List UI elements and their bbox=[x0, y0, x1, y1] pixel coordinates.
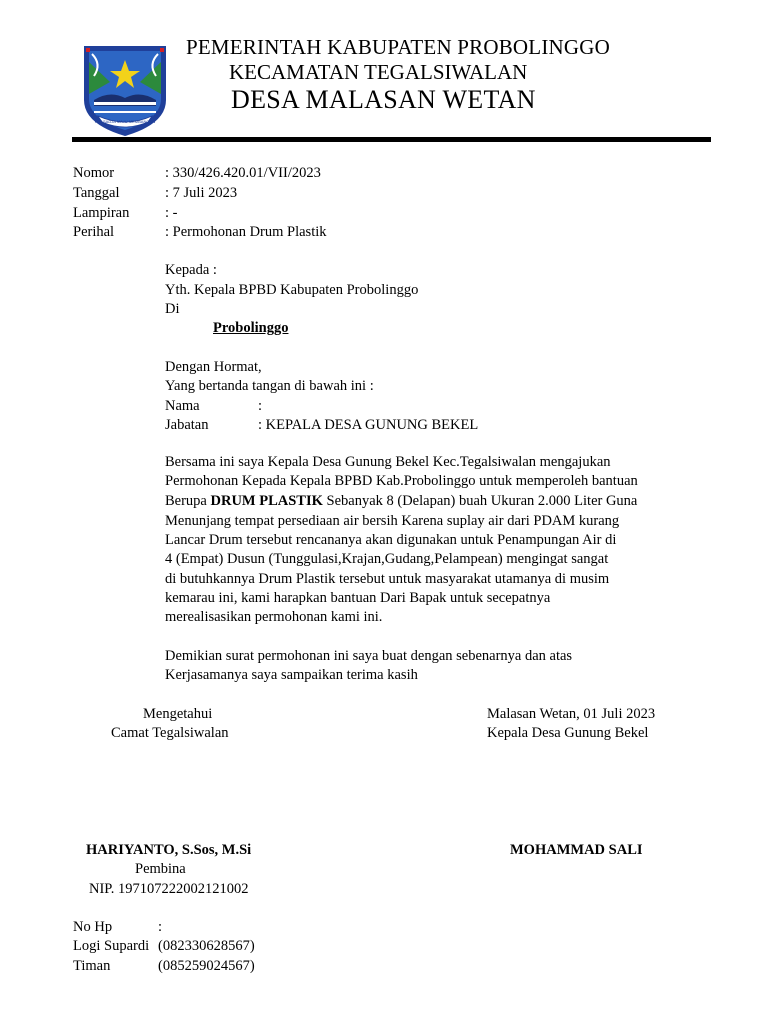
body-line-1: Bersama ini saya Kepala Desa Gunung Bekel Kec.Tegalsiwalan mengajukan bbox=[165, 454, 611, 470]
nomor-value: : 330/426.420.01/VII/2023 bbox=[165, 165, 321, 181]
left-sign-name: HARIYANTO, S.Sos, M.Si bbox=[86, 842, 252, 858]
contact-label-colon: : bbox=[158, 919, 163, 935]
header-government: PEMERINTAH KABUPATEN PROBOLINGGO bbox=[186, 35, 610, 59]
body-line-7: di butuhkannya Drum Plastik tersebut untuk masyarakat utamanya di musim bbox=[165, 571, 610, 587]
header-village: DESA MALASAN WETAN bbox=[231, 85, 536, 114]
lampiran-value: : - bbox=[165, 205, 178, 221]
body-line-4: Menunjang tempat persediaan air bersih Karena suplay air dari PDAM kurang bbox=[165, 513, 620, 529]
nama-value: : bbox=[258, 398, 263, 414]
body-line-6: 4 (Empat) Dusun (Tunggulasi,Krajan,Gudang,Pelampean) mengingat sangat bbox=[165, 551, 609, 567]
drum-plastik-emphasis: DRUM PLASTIK bbox=[210, 493, 323, 509]
perihal-value: : Permohonan Drum Plastik bbox=[165, 224, 327, 240]
nama-label: Nama bbox=[165, 398, 200, 414]
greeting: Dengan Hormat, bbox=[165, 359, 262, 375]
contact-1-name: Logi Supardi bbox=[73, 938, 150, 954]
closing-line-2: Kerjasamanya saya sampaikan terima kasih bbox=[165, 667, 418, 683]
body-line-5: Lancar Drum tersebut rencananya akan digunakan untuk Penampungan Air di bbox=[165, 532, 617, 548]
right-sign-title: Kepala Desa Gunung Bekel bbox=[487, 725, 649, 741]
recipient-kepada: Kepada : bbox=[165, 262, 217, 278]
body-line-8: kemarau ini, kami harapkan bantuan Dari Bapak untuk secepatnya bbox=[165, 590, 551, 606]
contact-2-phone: (085259024567) bbox=[158, 958, 255, 974]
left-sign-title-1: Mengetahui bbox=[143, 706, 213, 722]
recipient-yth: Yth. Kepala BPBD Kabupaten Probolinggo bbox=[165, 282, 419, 298]
tanggal-value: : 7 Juli 2023 bbox=[165, 185, 238, 201]
nomor-label: Nomor bbox=[73, 165, 115, 181]
jabatan-value: : KEPALA DESA GUNUNG BEKEL bbox=[258, 417, 479, 433]
body-line-9: merealisasikan permohonan kami ini. bbox=[165, 609, 383, 625]
left-sign-rank: Pembina bbox=[135, 861, 186, 877]
left-sign-nip: NIP. 197107222002121002 bbox=[89, 881, 249, 897]
body-line-3 bbox=[165, 492, 637, 512]
recipient-city: Probolinggo bbox=[213, 320, 289, 336]
intro-line: Yang bertanda tangan di bawah ini : bbox=[165, 378, 374, 394]
regency-logo bbox=[80, 42, 170, 138]
body-line-2: Permohonan Kepada Kepala BPBD Kab.Probolinggo untuk memperoleh bantuan bbox=[165, 473, 638, 489]
header-divider bbox=[72, 137, 711, 142]
contact-label: No Hp bbox=[73, 919, 113, 935]
jabatan-label: Jabatan bbox=[165, 417, 209, 433]
right-sign-name: MOHAMMAD SALI bbox=[510, 842, 643, 858]
body-line-3-pre: Berupa bbox=[165, 493, 211, 509]
svg-text:PRASADJA MAJU MEMBANGUN: PRASADJA MAJU MEMBANGUN bbox=[94, 119, 156, 124]
recipient-di: Di bbox=[165, 301, 180, 317]
closing-line-1: Demikian surat permohonan ini saya buat dengan sebenarnya dan atas bbox=[165, 648, 573, 664]
right-sign-place-date: Malasan Wetan, 01 Juli 2023 bbox=[487, 706, 656, 722]
perihal-label: Perihal bbox=[73, 224, 115, 240]
tanggal-label: Tanggal bbox=[73, 185, 120, 201]
left-sign-title-2: Camat Tegalsiwalan bbox=[111, 725, 229, 741]
lampiran-label: Lampiran bbox=[73, 205, 130, 221]
contact-2-name: Timan bbox=[73, 958, 111, 974]
contact-1-phone: (082330628567) bbox=[158, 938, 255, 954]
body-line-3-post: Sebanyak 8 (Delapan) buah Ukuran 2.000 Liter Guna bbox=[322, 493, 638, 509]
header-district: KECAMATAN TEGALSIWALAN bbox=[229, 60, 528, 84]
